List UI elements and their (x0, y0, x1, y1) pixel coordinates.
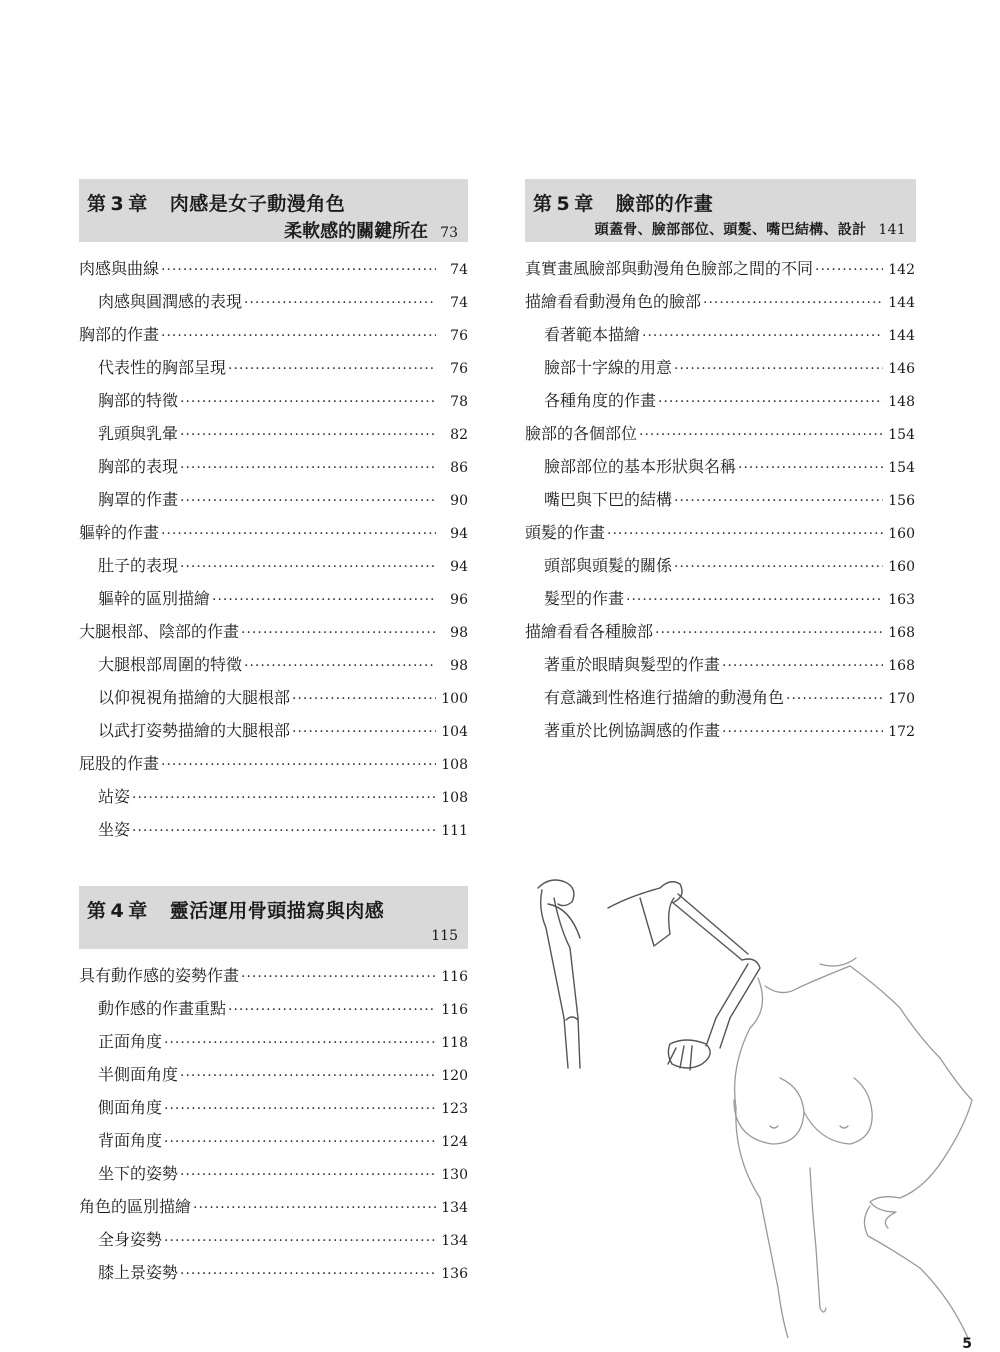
chapter-3-page: 73 (440, 225, 458, 241)
chapter-5-toc-entry (525, 718, 915, 751)
toc-leader-dots (674, 493, 883, 509)
chapter-3-toc-entry (79, 388, 468, 421)
toc-leader-dots (292, 691, 436, 707)
toc-entry-page: 172 (888, 724, 915, 740)
toc-entry-title: 側面角度 (98, 1098, 163, 1117)
toc-leader-dots (241, 625, 436, 641)
toc-entry-title: 髮型的作畫 (544, 589, 625, 608)
toc-entry-title: 著重於眼睛與髮型的作畫 (544, 655, 721, 674)
toc-entry-page: 170 (888, 691, 915, 707)
chapter-5-title-line1: 第 5 章 臉部的作畫 (533, 193, 714, 215)
toc-entry-title: 描繪看看動漫角色的臉部 (525, 292, 702, 311)
toc-leader-dots (132, 823, 436, 839)
toc-entry-title: 著重於比例協調感的作畫 (544, 721, 721, 740)
toc-entry-title: 胸部的特徵 (98, 391, 179, 410)
toc-entry-page: 94 (450, 559, 468, 575)
toc-entry-page: 130 (441, 1167, 468, 1183)
toc-leader-dots (180, 1068, 436, 1084)
chapter-5-toc-entry (525, 652, 915, 685)
chapter-3-toc-entry (79, 784, 468, 817)
chapter-5-toc-entry (525, 388, 915, 421)
chapter-4-toc-entry (79, 996, 468, 1029)
toc-entry-page: 111 (441, 823, 468, 839)
chapter-5-toc-entry (525, 685, 915, 718)
toc-leader-dots (292, 724, 436, 740)
chapter-3-toc (79, 256, 468, 850)
toc-entry-title: 臉部的各個部位 (525, 424, 638, 443)
chapter-4-toc-entry (79, 1194, 468, 1227)
toc-entry-page: 144 (888, 328, 915, 344)
toc-leader-dots (228, 1002, 436, 1018)
chapter-3-title-line1: 第 3 章 肉感是女子動漫角色 (87, 193, 346, 215)
toc-entry-title: 頭部與頭髮的關係 (544, 556, 673, 575)
toc-entry-page: 160 (888, 559, 915, 575)
chapter-5-toc-entry (525, 619, 915, 652)
toc-leader-dots (180, 559, 436, 575)
toc-entry-title: 真實畫風臉部與動漫角色臉部之間的不同 (525, 259, 814, 278)
toc-entry-title: 正面角度 (98, 1032, 163, 1051)
chapter-3-toc-entry (79, 619, 468, 652)
toc-entry-title: 乳頭與乳暈 (98, 424, 179, 443)
toc-leader-dots (193, 1200, 436, 1216)
chapter-5-toc-entry (525, 355, 915, 388)
chapter-5-toc-entry (525, 289, 915, 322)
toc-entry-title: 臉部十字線的用意 (544, 358, 673, 377)
chapter-5-toc-entry (525, 586, 915, 619)
chapter-5-subtitle: 頭蓋骨、臉部部位、頭髮、嘴巴結構、設計 141 (594, 222, 906, 238)
chapter-5-toc (525, 256, 915, 751)
toc-entry-title: 坐下的姿勢 (98, 1164, 179, 1183)
chapter-3-toc-entry (79, 652, 468, 685)
toc-entry-title: 描繪看看各種臉部 (525, 622, 654, 641)
chapter-3-toc-entry (79, 289, 468, 322)
toc-entry-page: 82 (450, 427, 468, 443)
toc-entry-page: 90 (450, 493, 468, 509)
toc-entry-title: 軀幹的作畫 (79, 523, 160, 542)
toc-entry-page: 96 (450, 592, 468, 608)
toc-entry-page: 144 (888, 295, 915, 311)
chapter-4-header (79, 886, 468, 949)
toc-leader-dots (180, 427, 436, 443)
toc-entry-page: 94 (450, 526, 468, 542)
chapter-3-header (79, 179, 468, 242)
toc-leader-dots (674, 559, 883, 575)
toc-entry-page: 104 (441, 724, 468, 740)
toc-leader-dots (161, 526, 436, 542)
toc-entry-title: 屁股的作畫 (79, 754, 160, 773)
chapter-5-toc-entry (525, 454, 915, 487)
toc-entry-title: 動作感的作畫重點 (98, 999, 227, 1018)
toc-leader-dots (180, 493, 436, 509)
toc-entry-title: 有意識到性格進行描繪的動漫角色 (544, 688, 785, 707)
toc-leader-dots (607, 526, 883, 542)
chapter-5-header (525, 179, 916, 242)
toc-entry-title: 肉感與曲線 (79, 259, 160, 278)
toc-entry-page: 108 (441, 757, 468, 773)
toc-leader-dots (639, 427, 883, 443)
chapter-4-toc-entry (79, 1227, 468, 1260)
toc-entry-page: 100 (441, 691, 468, 707)
toc-entry-page: 74 (450, 262, 468, 278)
toc-leader-dots (642, 328, 883, 344)
toc-entry-title: 臉部部位的基本形狀與名稱 (544, 457, 737, 476)
toc-entry-page: 98 (450, 658, 468, 674)
toc-entry-page: 160 (888, 526, 915, 542)
chapter-4-toc-entry (79, 1128, 468, 1161)
toc-entry-page: 98 (450, 625, 468, 641)
toc-entry-title: 以武打姿勢描繪的大腿根部 (98, 721, 291, 740)
chapter-4-toc-entry (79, 963, 468, 996)
toc-entry-page: 78 (450, 394, 468, 410)
toc-leader-dots (244, 295, 436, 311)
toc-entry-page: 163 (888, 592, 915, 608)
chapter-3-toc-entry (79, 718, 468, 751)
chapter-5-toc-entry (525, 553, 915, 586)
toc-entry-title: 膝上景姿勢 (98, 1263, 179, 1282)
toc-entry-title: 胸部的作畫 (79, 325, 160, 344)
chapter-4-toc-entry (79, 1029, 468, 1062)
toc-entry-title: 嘴巴與下巴的結構 (544, 490, 673, 509)
toc-entry-page: 148 (888, 394, 915, 410)
toc-entry-page: 134 (441, 1200, 468, 1216)
toc-entry-page: 168 (888, 658, 915, 674)
toc-leader-dots (674, 361, 883, 377)
chapter-3-toc-entry (79, 817, 468, 850)
toc-leader-dots (815, 262, 883, 278)
toc-leader-dots (228, 361, 436, 377)
chapter-4-toc-entry (79, 1260, 468, 1293)
chapter-3-toc-entry (79, 421, 468, 454)
toc-entry-title: 站姿 (98, 787, 131, 806)
chapter-5-page: 141 (878, 222, 906, 238)
toc-leader-dots (132, 790, 436, 806)
toc-entry-page: 136 (441, 1266, 468, 1282)
toc-leader-dots (180, 1266, 436, 1282)
toc-entry-title: 肚子的表現 (98, 556, 179, 575)
toc-leader-dots (722, 658, 883, 674)
toc-entry-title: 具有動作感的姿勢作畫 (79, 966, 240, 985)
toc-leader-dots (658, 394, 883, 410)
toc-leader-dots (244, 658, 436, 674)
chapter-4-toc-entry (79, 1161, 468, 1194)
toc-entry-page: 124 (441, 1134, 468, 1150)
toc-leader-dots (180, 1167, 436, 1183)
toc-leader-dots (161, 328, 436, 344)
toc-leader-dots (786, 691, 883, 707)
chapter-4-page: 115 (431, 928, 458, 944)
toc-entry-title: 全身姿勢 (98, 1230, 163, 1249)
toc-leader-dots (161, 757, 436, 773)
toc-leader-dots (722, 724, 883, 740)
chapter-4-title-line1: 第 4 章 靈活運用骨頭描寫與肉感 (87, 900, 385, 922)
toc-entry-page: 116 (441, 969, 468, 985)
toc-entry-title: 胸罩的作畫 (98, 490, 179, 509)
chapter-4-toc-entry (79, 1062, 468, 1095)
toc-entry-title: 半側面角度 (98, 1065, 179, 1084)
chapter-5-toc-entry (525, 520, 915, 553)
toc-entry-title: 大腿根部、陰部的作畫 (79, 622, 240, 641)
toc-entry-page: 142 (888, 262, 915, 278)
toc-entry-title: 看著範本描繪 (544, 325, 641, 344)
chapter-5-toc-entry (525, 421, 915, 454)
toc-leader-dots (161, 262, 436, 278)
chapter-3-toc-entry (79, 487, 468, 520)
toc-entry-title: 頭髮的作畫 (525, 523, 606, 542)
chapter-3-toc-entry (79, 322, 468, 355)
toc-leader-dots (738, 460, 883, 476)
toc-leader-dots (212, 592, 436, 608)
chapter-3-toc-entry (79, 520, 468, 553)
toc-entry-page: 154 (888, 460, 915, 476)
chapter-3-toc-entry (79, 685, 468, 718)
toc-entry-title: 代表性的胸部呈現 (98, 358, 227, 377)
toc-entry-page: 134 (441, 1233, 468, 1249)
toc-leader-dots (655, 625, 883, 641)
chapter-3-toc-entry (79, 586, 468, 619)
toc-entry-title: 軀幹的區別描繪 (98, 589, 211, 608)
toc-entry-title: 坐姿 (98, 820, 131, 839)
chapter-3-toc-entry (79, 454, 468, 487)
toc-entry-title: 胸部的表現 (98, 457, 179, 476)
toc-entry-title: 背面角度 (98, 1131, 163, 1150)
chapter-4-toc (79, 963, 468, 1293)
toc-entry-page: 76 (450, 328, 468, 344)
toc-entry-page: 120 (441, 1068, 468, 1084)
toc-entry-page: 74 (450, 295, 468, 311)
toc-leader-dots (241, 969, 436, 985)
toc-entry-page: 154 (888, 427, 915, 443)
toc-entry-page: 156 (888, 493, 915, 509)
chapter-3-toc-entry (79, 355, 468, 388)
chapter-5-toc-entry (525, 487, 915, 520)
chapter-5-toc-entry (525, 256, 915, 289)
toc-entry-page: 116 (441, 1002, 468, 1018)
page-number: 5 (962, 1336, 972, 1352)
anatomy-sketch-illustration (520, 868, 980, 1338)
toc-leader-dots (164, 1134, 436, 1150)
toc-entry-page: 146 (888, 361, 915, 377)
chapter-3-toc-entry (79, 553, 468, 586)
toc-entry-page: 108 (441, 790, 468, 806)
toc-entry-title: 以仰視視角描繪的大腿根部 (98, 688, 291, 707)
toc-entry-title: 大腿根部周圍的特徵 (98, 655, 243, 674)
chapter-3-toc-entry (79, 256, 468, 289)
toc-entry-title: 各種角度的作畫 (544, 391, 657, 410)
chapter-3-title-line2: 柔軟感的關鍵所在 73 (284, 221, 458, 242)
chapter-5-toc-entry (525, 322, 915, 355)
toc-entry-page: 118 (441, 1035, 468, 1051)
toc-entry-page: 123 (441, 1101, 468, 1117)
toc-leader-dots (703, 295, 883, 311)
chapter-4-toc-entry (79, 1095, 468, 1128)
toc-entry-page: 76 (450, 361, 468, 377)
toc-leader-dots (164, 1101, 436, 1117)
toc-leader-dots (180, 394, 436, 410)
toc-entry-page: 86 (450, 460, 468, 476)
toc-entry-title: 肉感與圓潤感的表現 (98, 292, 243, 311)
toc-leader-dots (164, 1233, 436, 1249)
toc-leader-dots (626, 592, 883, 608)
chapter-3-toc-entry (79, 751, 468, 784)
toc-leader-dots (164, 1035, 436, 1051)
toc-leader-dots (180, 460, 436, 476)
toc-entry-page: 168 (888, 625, 915, 641)
toc-entry-title: 角色的區別描繪 (79, 1197, 192, 1216)
